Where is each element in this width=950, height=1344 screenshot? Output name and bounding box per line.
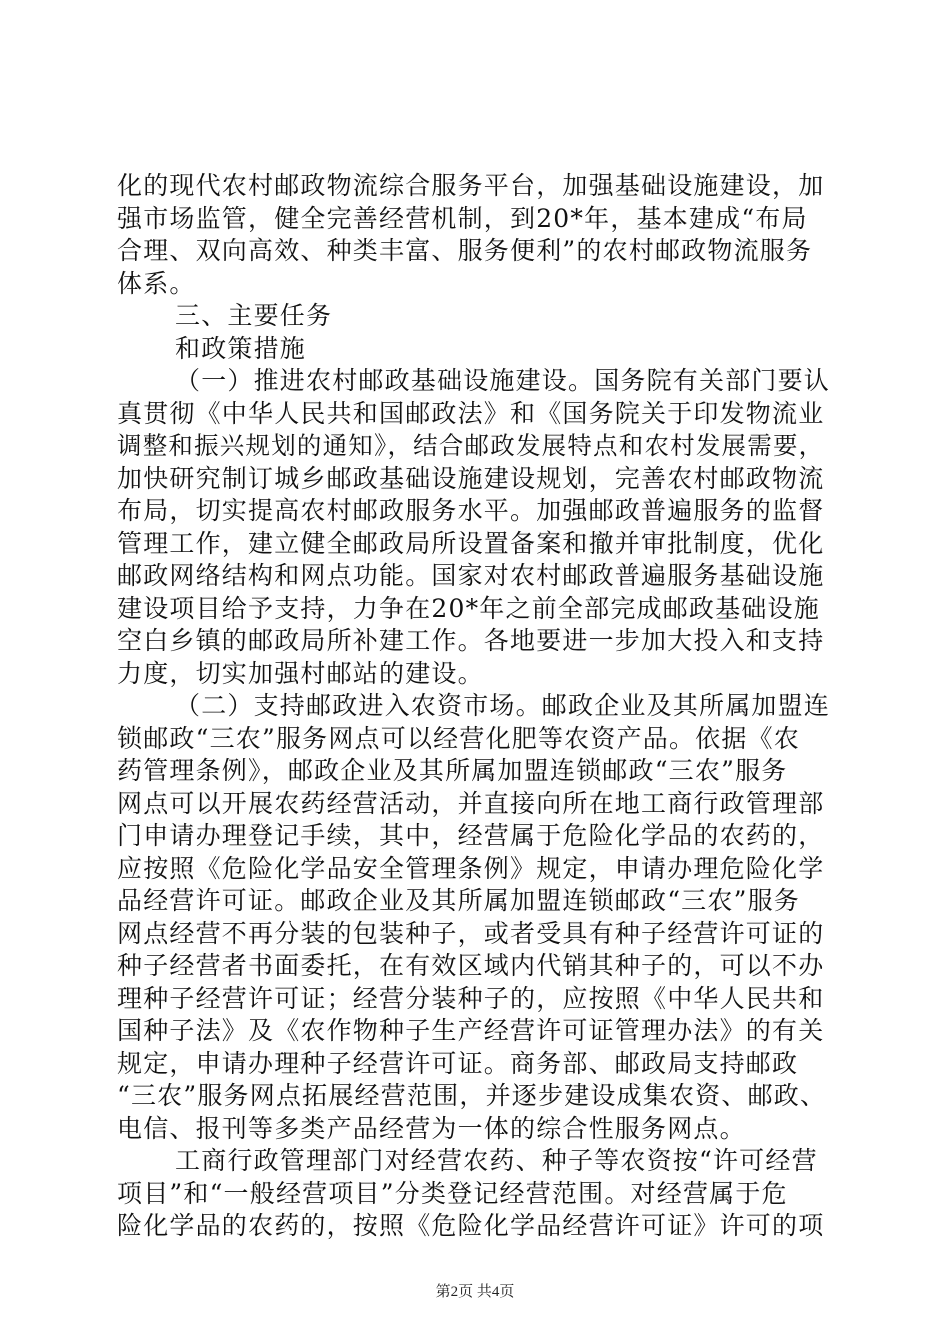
text-line: 工商行政管理部门对经营农药、种子等农资按“许可经营 <box>175 1146 818 1175</box>
page-number-footer: 第2页 共4页 <box>435 1284 515 1300</box>
text-line: 锁邮政“三农”服务网点可以经营化肥等农资产品。依据《农 <box>117 723 800 753</box>
text-line: 网点经营不再分装的包装种子，或者受具有种子经营许可证的 <box>117 918 825 948</box>
text-line: 种子经营者书面委托，在有效区域内代销其种子的，可以不办 <box>117 951 825 980</box>
text-line: 药管理条例》，邮政企业及其所属加盟连锁邮政“三农”服务 <box>117 756 788 785</box>
text-line: 调整和振兴规划的通知》，结合邮政发展特点和农村发展需要， <box>117 431 825 460</box>
text-line: 网点可以开展农药经营活动，并直接向所在地工商行政管理部 <box>117 788 825 818</box>
text-line: 门申请办理登记手续，其中，经营属于危险化学品的农药的， <box>117 821 825 850</box>
text-line: 理种子经营许可证；经营分装种子的，应按照《中华人民共和 <box>117 983 825 1013</box>
text-line: 国种子法》及《农作物种子生产经营许可证管理办法》的有关 <box>117 1016 825 1045</box>
text-line: 项目”和“一般经营项目”分类登记经营范围。对经营属于危 <box>117 1178 788 1208</box>
text-line: 建设项目给予支持，力争在20*年之前全部完成邮政基础设施 <box>117 593 820 623</box>
text-line: （一）推进农村邮政基础设施建设。国务院有关部门要认 <box>175 366 831 395</box>
text-line: 布局，切实提高农村邮政服务水平。加强邮政普遍服务的监督 <box>117 496 825 525</box>
text-line: 三、主要任务 <box>175 301 333 330</box>
text-line: 加快研究制订城乡邮政基础设施建设规划，完善农村邮政物流 <box>117 463 825 493</box>
text-line: 险化学品的农药的，按照《危险化学品经营许可证》许可的项 <box>117 1211 825 1240</box>
text-line: 化的现代农村邮政物流综合服务平台，加强基础设施建设，加 <box>117 171 825 200</box>
text-line: 强市场监管，健全完善经营机制，到20*年，基本建成“布局 <box>117 203 808 233</box>
text-line: 合理、双向高效、种类丰富、服务便利”的农村邮政物流服务 <box>117 236 813 265</box>
text-line: 力度，切实加强村邮站的建设。 <box>117 658 484 688</box>
text-line: 管理工作，建立健全邮政局所设置备案和撤并审批制度，优化 <box>117 528 825 558</box>
text-line: 体系。 <box>117 268 196 298</box>
text-line: 空白乡镇的邮政局所补建工作。各地要进一步加大投入和支持 <box>117 626 825 655</box>
text-line: 应按照《危险化学品安全管理条例》规定，申请办理危险化学 <box>117 853 825 883</box>
text-line: 电信、报刊等多类产品经营为一体的综合性服务网点。 <box>117 1113 746 1143</box>
text-line: （二）支持邮政进入农资市场。邮政企业及其所属加盟连 <box>175 691 831 720</box>
text-line: 邮政网络结构和网点功能。国家对农村邮政普遍服务基础设施 <box>117 561 825 590</box>
text-line: “三农”服务网点拓展经营范围，并逐步建设成集农资、邮政、 <box>117 1081 827 1110</box>
text-line: 品经营许可证。邮政企业及其所属加盟连锁邮政“三农”服务 <box>117 886 800 915</box>
document-body <box>117 170 837 1243</box>
text-line: 和政策措施 <box>175 333 307 363</box>
text-line: 规定，申请办理种子经营许可证。商务部、邮政局支持邮政 <box>117 1048 799 1078</box>
text-line: 真贯彻《中华人民共和国邮政法》和《国务院关于印发物流业 <box>117 398 825 428</box>
